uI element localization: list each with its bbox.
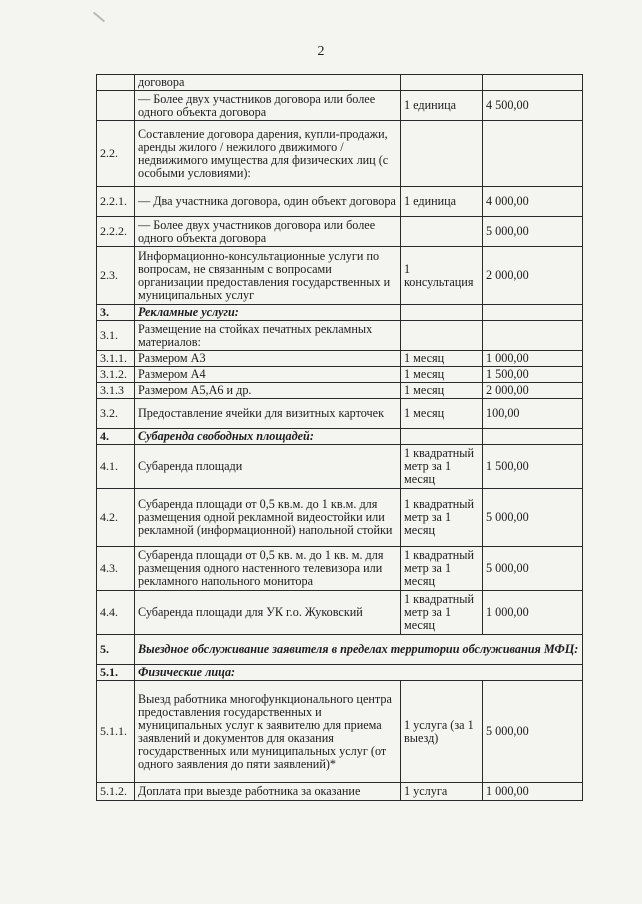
item-unit (401, 75, 483, 91)
item-number: 3.1.2. (97, 367, 135, 383)
item-description: Выездное обслуживание заявителя в пределах территории обслуживания МФЦ: (135, 635, 583, 665)
item-price: 1 500,00 (483, 445, 583, 489)
table-row (97, 399, 583, 429)
item-description: — Более двух участников договора или более одного объекта договора (135, 217, 401, 247)
table-row (97, 321, 583, 351)
item-description: — Более двух участников договора или более одного объекта договора (135, 91, 401, 121)
table-row (97, 351, 583, 367)
item-unit: 1 квадратный метр за 1 месяц (401, 591, 483, 635)
table-row (97, 187, 583, 217)
section-row (97, 635, 583, 665)
item-price: 100,00 (483, 399, 583, 429)
item-unit: 1 консультация (401, 247, 483, 305)
item-number: 2.3. (97, 247, 135, 305)
table-row (97, 547, 583, 591)
item-number: 4.4. (97, 591, 135, 635)
item-description: Субаренда площади (135, 445, 401, 489)
item-price: 4 000,00 (483, 187, 583, 217)
item-description: Составление договора дарения, купли-продажи, аренды жилого / нежилого движимого / недвижимого имущества для физических лиц (с особыми условиями): (135, 121, 401, 187)
item-number: 5. (97, 635, 135, 665)
item-number: 5.1.1. (97, 681, 135, 783)
item-description: договора (135, 75, 401, 91)
item-description: Информационно-консультационные услуги по вопросам, не связанным с вопросами организации предоставления государственных и муниципальных услуг (135, 247, 401, 305)
item-price: 1 000,00 (483, 591, 583, 635)
item-number: 3.2. (97, 399, 135, 429)
item-number: 5.1.2. (97, 783, 135, 801)
item-unit: 1 услуга (за 1 выезд) (401, 681, 483, 783)
table-row (97, 383, 583, 399)
item-description: Размещение на стойках печатных рекламных материалов: (135, 321, 401, 351)
item-price: 5 000,00 (483, 217, 583, 247)
item-price: 4 500,00 (483, 91, 583, 121)
item-description: Субаренда площади от 0,5 кв.м. до 1 кв.м. для размещения одной рекламной видеостойки или рекламной (информационной) напольной стойки (135, 489, 401, 547)
item-description: Размером А3 (135, 351, 401, 367)
item-description: Рекламные услуги: (135, 305, 401, 321)
item-unit (401, 121, 483, 187)
item-description: Размером А4 (135, 367, 401, 383)
table-row (97, 121, 583, 187)
item-number: 4.2. (97, 489, 135, 547)
table-row (97, 445, 583, 489)
item-unit (401, 217, 483, 247)
item-price: 1 000,00 (483, 783, 583, 801)
item-unit: 1 услуга (401, 783, 483, 801)
item-number: 2.2.2. (97, 217, 135, 247)
item-description: Выезд работника многофункционального центра предоставления государственных и муниципальных услуг к заявителю для приема заявлений и документов для оказания государственных или муниципальных услуг (от одного заявления до пяти заявлений)* (135, 681, 401, 783)
item-price (483, 321, 583, 351)
item-price: 1 500,00 (483, 367, 583, 383)
table-row (97, 489, 583, 547)
section-row (97, 305, 583, 321)
page-number: 2 (317, 44, 325, 59)
section-row (97, 665, 583, 681)
table-row (97, 681, 583, 783)
item-description: Субаренда площади для УК г.о. Жуковский (135, 591, 401, 635)
table-row (97, 783, 583, 801)
item-number: 4.1. (97, 445, 135, 489)
item-price: 5 000,00 (483, 547, 583, 591)
section-row (97, 429, 583, 445)
item-number (97, 91, 135, 121)
table-row (97, 91, 583, 121)
item-description: Доплата при выезде работника за оказание (135, 783, 401, 801)
item-unit: 1 месяц (401, 351, 483, 367)
table-row (97, 247, 583, 305)
item-price (483, 305, 583, 321)
item-description: Субаренда площади от 0,5 кв. м. до 1 кв. м. для размещения одного настенного телевизора или рекламного напольного монитора (135, 547, 401, 591)
table-row (97, 217, 583, 247)
item-description: Субаренда свободных площадей: (135, 429, 401, 445)
item-description: — Два участника договора, один объект договора (135, 187, 401, 217)
table-row (97, 367, 583, 383)
item-number: 2.2. (97, 121, 135, 187)
item-number: 3.1.3 (97, 383, 135, 399)
item-number: 3.1. (97, 321, 135, 351)
table-row (97, 75, 583, 91)
item-unit: 1 месяц (401, 383, 483, 399)
item-number: 3.1.1. (97, 351, 135, 367)
item-unit (401, 321, 483, 351)
item-price (483, 75, 583, 91)
table-row (97, 591, 583, 635)
item-number: 3. (97, 305, 135, 321)
item-unit (401, 305, 483, 321)
item-unit: 1 квадратный метр за 1 месяц (401, 547, 483, 591)
scan-mark (93, 12, 105, 23)
item-unit: 1 месяц (401, 367, 483, 383)
item-description: Размером А5,А6 и др. (135, 383, 401, 399)
item-price: 1 000,00 (483, 351, 583, 367)
item-description: Физические лица: (135, 665, 583, 681)
item-unit: 1 квадратный метр за 1 месяц (401, 489, 483, 547)
item-price: 2 000,00 (483, 247, 583, 305)
item-number: 2.2.1. (97, 187, 135, 217)
item-number: 4. (97, 429, 135, 445)
item-number: 5.1. (97, 665, 135, 681)
item-number: 4.3. (97, 547, 135, 591)
item-price: 5 000,00 (483, 489, 583, 547)
item-price (483, 429, 583, 445)
item-unit: 1 единица (401, 91, 483, 121)
item-unit (401, 429, 483, 445)
item-unit: 1 месяц (401, 399, 483, 429)
item-number (97, 75, 135, 91)
item-price: 2 000,00 (483, 383, 583, 399)
item-unit: 1 единица (401, 187, 483, 217)
price-table (96, 74, 583, 801)
item-price: 5 000,00 (483, 681, 583, 783)
item-price (483, 121, 583, 187)
item-unit: 1 квадратный метр за 1 месяц (401, 445, 483, 489)
item-description: Предоставление ячейки для визитных карточек (135, 399, 401, 429)
